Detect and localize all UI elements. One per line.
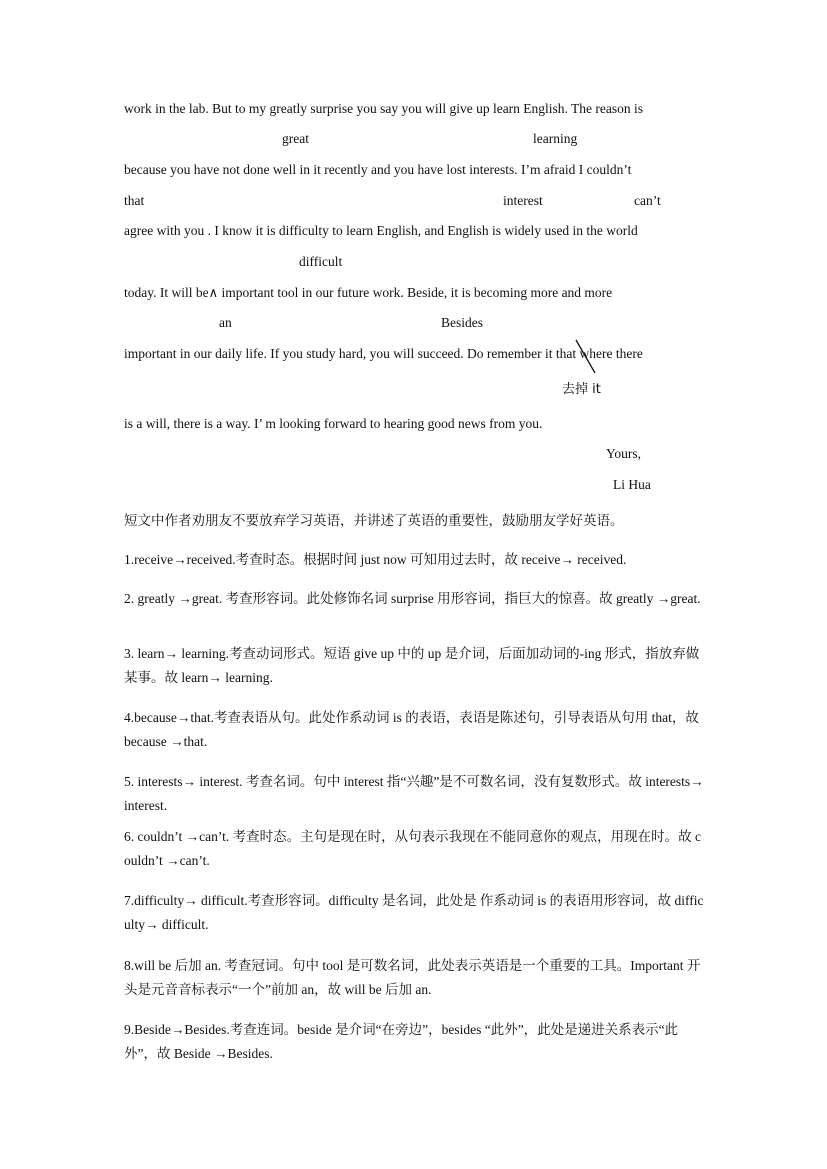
letter-closing: Yours, <box>606 446 642 461</box>
correction-cant: can’t <box>634 193 661 208</box>
insert-caret-mark: ∧ <box>208 285 219 300</box>
letter-line-6: is a will, there is a way. I’ m looking forward to hearing good news from you. <box>124 416 543 431</box>
correction-an: an <box>219 315 232 330</box>
explanation-item-2: 2. greatly →great. 考查形容词。此处修饰名词 surprise 用形容词，指巨大的惊喜。故 greatly →great. <box>124 591 701 606</box>
explanation-item-3: 3. learn→ learning.考查动词形式。短语 give up 中的 up 是介词，后面加动词的-ing 形式，指放弃做某事。故 learn→ learning. <box>124 646 700 685</box>
correction-interest: interest <box>503 193 543 208</box>
explanation-item-5: 5. interests→ interest. 考查名词。句中 interest 指“兴趣”是不可数名词，没有复数形式。故 interests→ interest. <box>124 774 704 813</box>
letter-line-4 <box>124 285 612 301</box>
explanation-item-9: 9.Beside→Besides.考查连词。beside 是介词“在旁边”，besides “此外”，此处是递进关系表示“此外”，故 Beside →Besides. <box>124 1022 679 1061</box>
summary-paragraph: 短文中作者劝朋友不要放弃学习英语，并讲述了英语的重要性，鼓励朋友学好英语。 <box>124 513 624 528</box>
explanation-item-1: 1.receive→received.考查时态。根据时间 just now 可知用过去时，故 receive→ received. <box>124 552 627 567</box>
explanation-item-4: 4.because→that.考查表语从句。此处作系动词 is 的表语，表语是陈述句，引导表语从句用 that，故 because →that. <box>124 710 699 749</box>
explanation-item-7: 7.difficulty→ difficult.考查形容词。difficulty 是名词，此处是 作系动词 is 的表语用形容词，故 difficulty→ difficult. <box>124 893 704 932</box>
letter-line-1: work in the lab. But to my greatly surprise you say you will give up learn English. The reason is <box>124 101 644 116</box>
correction-that: that <box>124 193 145 208</box>
delete-strike-mark <box>574 339 598 375</box>
letter-line-4a: today. It will be <box>124 285 209 300</box>
correction-learning: learning <box>533 131 578 146</box>
explanation-item-6: 6. couldn’t →can’t. 考查时态。主句是现在时，从句表示我现在不能同意你的观点，用现在时。故 couldn’t →can’t. <box>124 829 701 868</box>
explanation-item-8: 8.will be 后加 an. 考查冠词。句中 tool 是可数名词，此处表示英语是一个重要的工具。Important 开头是元音音标表示“一个”前加 an，故 will be 后加 an. <box>124 958 701 997</box>
correction-great: great <box>282 131 309 146</box>
letter-line-2: because you have not done well in it recently and you have lost interests. I’m afraid I couldn’t <box>124 162 632 177</box>
correction-remove-it: 去掉 it <box>562 382 601 397</box>
correction-difficult: difficult <box>299 254 343 269</box>
letter-signature: Li Hua <box>613 477 651 492</box>
correction-besides: Besides <box>441 315 483 330</box>
letter-line-3: agree with you . I know it is difficulty to learn English, and English is widely used in the world <box>124 223 638 238</box>
letter-line-5: important in our daily life. If you study hard, you will succeed. Do remember it that where there <box>124 346 643 361</box>
letter-line-4b: important tool in our future work. Beside, it is becoming more and more <box>218 285 613 300</box>
